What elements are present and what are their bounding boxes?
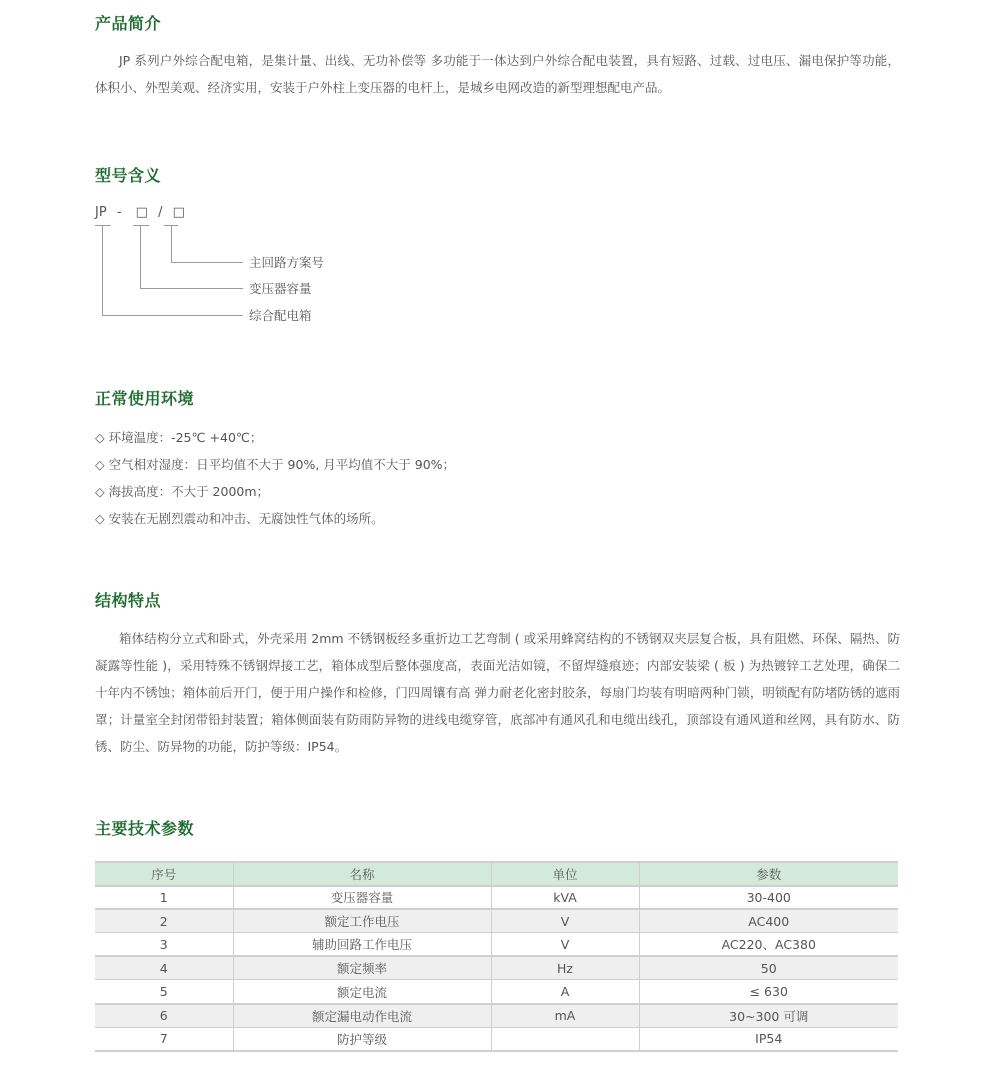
cell-index: 7 bbox=[95, 1027, 233, 1051]
table-row bbox=[95, 886, 898, 910]
model-code-box1: □ bbox=[135, 205, 148, 220]
connector-box2-vertical bbox=[171, 225, 172, 262]
cell-value: IP54 bbox=[639, 1027, 898, 1051]
connector-jp-vertical bbox=[102, 225, 103, 315]
table-row bbox=[95, 1027, 898, 1051]
cell-value: 30~300 可调 bbox=[639, 1004, 898, 1028]
cell-unit: A bbox=[491, 980, 639, 1004]
table-row bbox=[95, 956, 898, 980]
model-code bbox=[95, 205, 185, 220]
model-code-slash: / bbox=[158, 205, 163, 220]
cell-value: AC400 bbox=[639, 909, 898, 933]
cell-value: AC220、AC380 bbox=[639, 933, 898, 957]
cell-value: 30-400 bbox=[639, 886, 898, 910]
cell-unit bbox=[491, 1027, 639, 1051]
intro-title: 产品简介 bbox=[95, 14, 162, 33]
table-row bbox=[95, 909, 898, 933]
connector-box1-horizontal bbox=[140, 288, 243, 289]
model-code-dash: - bbox=[116, 205, 122, 220]
cell-name: 额定工作电压 bbox=[233, 909, 491, 933]
model-label-main-circuit: 主回路方案号 bbox=[249, 255, 325, 270]
connector-box2-horizontal bbox=[171, 262, 243, 263]
cell-unit: kVA bbox=[491, 886, 639, 910]
underline-jp bbox=[95, 225, 111, 226]
cell-name: 额定电流 bbox=[233, 980, 491, 1004]
underline-box1 bbox=[133, 225, 149, 226]
cell-name: 额定频率 bbox=[233, 956, 491, 980]
connector-box1-vertical bbox=[140, 225, 141, 288]
cell-name: 变压器容量 bbox=[233, 886, 491, 910]
table-row bbox=[95, 980, 898, 1004]
header-unit: 单位 bbox=[491, 862, 639, 886]
cell-unit: V bbox=[491, 909, 639, 933]
cell-name: 辅助回路工作电压 bbox=[233, 933, 491, 957]
list-item: ◇ 安装在无剧烈震动和冲击、无腐蚀性气体的场所。 bbox=[95, 511, 384, 526]
model-title: 型号含义 bbox=[95, 166, 162, 185]
header-index: 序号 bbox=[95, 862, 233, 886]
table-header-row bbox=[95, 862, 898, 886]
environment-title: 正常使用环境 bbox=[95, 389, 195, 408]
cell-value: 50 bbox=[639, 956, 898, 980]
table-row bbox=[95, 933, 898, 957]
model-label-distribution-box: 综合配电箱 bbox=[249, 308, 312, 323]
cell-index: 5 bbox=[95, 980, 233, 1004]
structure-paragraph bbox=[95, 625, 900, 760]
list-item: ◇ 空气相对湿度：日平均值不大于 90%, 月平均值不大于 90%； bbox=[95, 457, 456, 472]
cell-index: 3 bbox=[95, 933, 233, 957]
model-diagram bbox=[95, 205, 395, 335]
cell-name: 额定漏电动作电流 bbox=[233, 1004, 491, 1028]
list-item: ◇ 环境温度：-25℃ +40℃； bbox=[95, 430, 263, 445]
connector-jp-horizontal bbox=[102, 315, 243, 316]
cell-index: 4 bbox=[95, 956, 233, 980]
header-value: 参数 bbox=[639, 862, 898, 886]
cell-name: 防护等级 bbox=[233, 1027, 491, 1051]
params-title: 主要技术参数 bbox=[95, 819, 195, 838]
cell-index: 2 bbox=[95, 909, 233, 933]
cell-unit: mA bbox=[491, 1004, 639, 1028]
environment-list bbox=[95, 424, 695, 532]
structure-title: 结构特点 bbox=[95, 591, 162, 610]
intro-paragraph bbox=[95, 47, 900, 101]
cell-value: ≤ 630 bbox=[639, 980, 898, 1004]
cell-unit: Hz bbox=[491, 956, 639, 980]
structure-text: 箱体结构分立式和卧式，外壳采用 2mm 不锈钢板经多重折边工艺弯制 ( 或采用蜂窝结构的不锈钢双夹层复合板，具有阻燃、环保、隔热、防凝露等性能 )，采用特殊不锈钢焊接工艺，箱体成型后整体强度高，表面光洁如镜，不留焊缝痕迹；内部安装梁 ( 板 ) 为热镀锌工艺处理，确保二十年内不锈蚀；箱体前后开门，便于用户操作和检修，门四周镶有高 弹力耐老化密封胶条，每扇门均装有明暗两种门锁，明锁配有防堵防锈的遮雨罩；计量室全封闭带铅封装置；箱体侧面装有防雨防异物的进线电缆穿管，底部冲有通风孔和电缆出线孔，顶部设有通风道和丝网，具有防水、防锈、防尘、防异物的功能，防护等级：IP54。 bbox=[95, 631, 900, 754]
list-item: ◇ 海拔高度：不大于 2000m； bbox=[95, 484, 270, 499]
model-label-transformer-capacity: 变压器容量 bbox=[249, 281, 312, 296]
cell-index: 6 bbox=[95, 1004, 233, 1028]
model-code-prefix: JP bbox=[95, 205, 107, 220]
params-table bbox=[95, 861, 898, 1052]
cell-unit: V bbox=[491, 933, 639, 957]
cell-index: 1 bbox=[95, 886, 233, 910]
header-name: 名称 bbox=[233, 862, 491, 886]
intro-text: JP 系列户外综合配电箱，是集计量、出线、无功补偿等 多功能于一体达到户外综合配电装置，具有短路、过载、过电压、漏电保护等功能，体积小、外型美观、经济实用，安装于户外柱上变压器的电杆上，是城乡电网改造的新型理想配电产品。 bbox=[95, 53, 900, 95]
table-row bbox=[95, 1004, 898, 1028]
model-code-box2: □ bbox=[172, 205, 185, 220]
